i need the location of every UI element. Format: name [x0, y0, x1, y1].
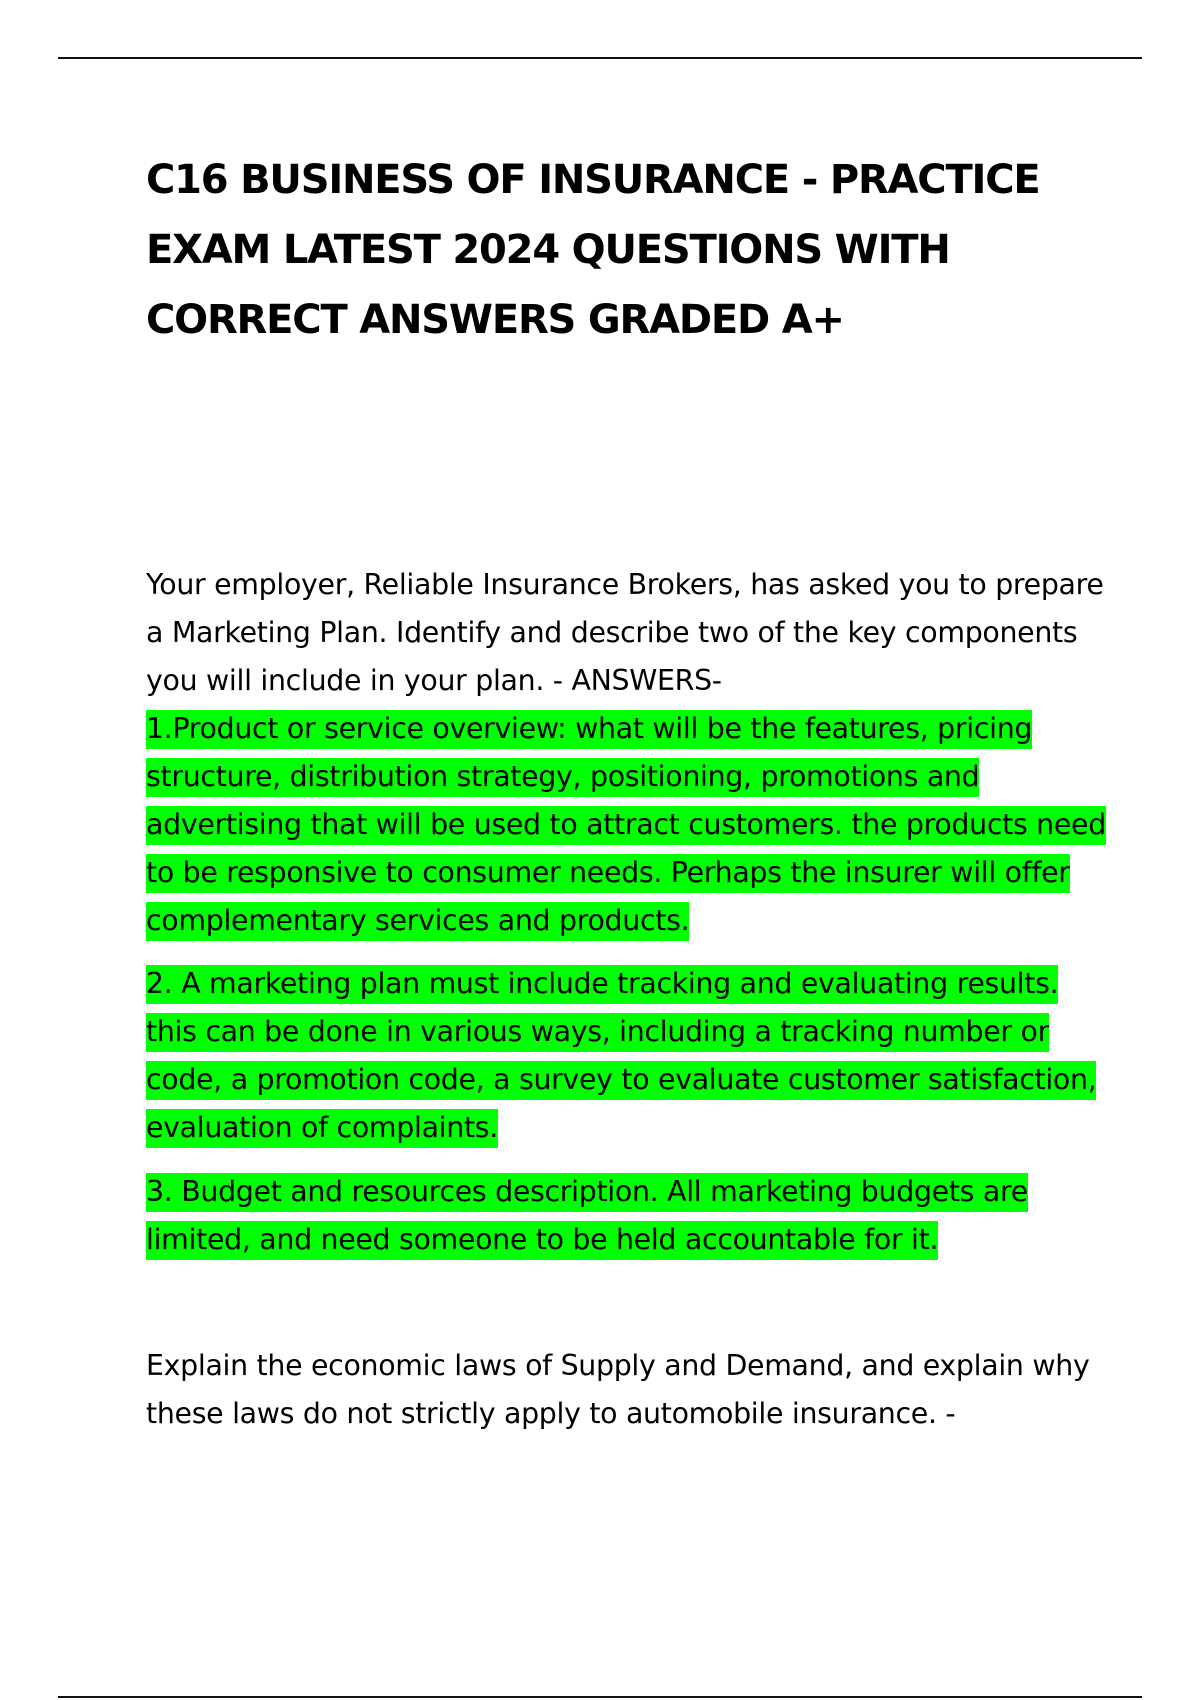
question-1-text: Your employer, Reliable Insurance Brokers, has asked you to prepare a Marketing Plan. Identify and describe two of the key components you will include in your plan. - ANSWERS- — [146, 568, 1104, 697]
answer-3 — [146, 1168, 1106, 1264]
answer-3-highlight: 3. Budget and resources description. All marketing budgets are limited, and need someone to be held accountable for it. — [146, 1173, 1028, 1260]
header-rule — [58, 57, 1142, 59]
document-title: C16 BUSINESS OF INSURANCE - PRACTICE EXAM LATEST 2024 QUESTIONS WITH CORRECT ANSWERS GRADED A+ — [146, 157, 1040, 343]
question-2-text: Explain the economic laws of Supply and Demand, and explain why these laws do not strictly apply to automobile insurance. - — [146, 1349, 1090, 1430]
answer-2 — [146, 960, 1106, 1152]
answer-1-highlight: 1.Product or service overview: what will be the features, pricing structure, distribution strategy, positioning, promotions and advertising that will be used to attract customers. the products need to be responsive to consumer needs. Perhaps the insurer will offer complementary services and products. — [146, 710, 1106, 941]
footer-rule — [58, 1696, 1142, 1698]
answer-1 — [146, 705, 1106, 945]
answer-2-highlight: 2. A marketing plan must include tracking and evaluating results. this can be done in various ways, including a tracking number or code, a promotion code, a survey to evaluate customer satisfaction, evaluation of complaints. — [146, 965, 1096, 1148]
